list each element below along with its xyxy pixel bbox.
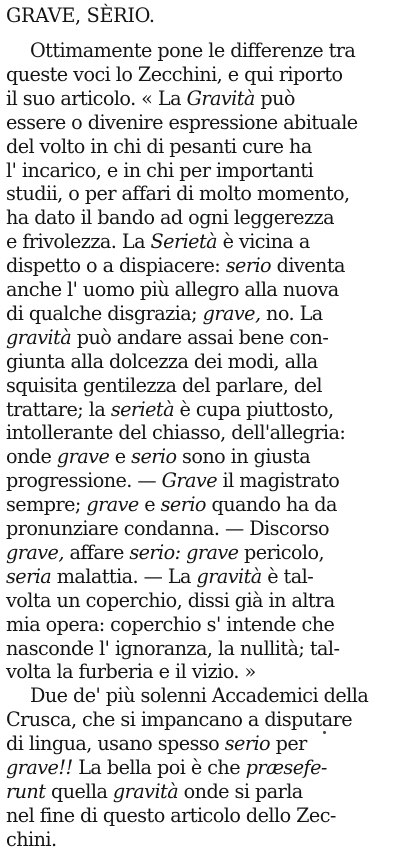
italic-segment: serio (225, 254, 272, 278)
italic-segment: serio: grave (129, 540, 239, 564)
italic-segment: præsefe- (245, 756, 327, 779)
text-segment: studii, o per affari di molto momento, (6, 182, 350, 206)
text-line (6, 469, 339, 493)
text-segment: onde (6, 445, 57, 469)
italic-segment: grave, (6, 540, 64, 564)
italic-segment: Grave (161, 469, 217, 493)
text-segment: diventa (271, 254, 345, 278)
text-line (6, 421, 345, 445)
text-segment: Due de' più solenni Accademici della (30, 684, 369, 708)
text-segment: ha dato il bando ad ogni leggerezza (6, 206, 334, 230)
text-segment: affare (63, 540, 130, 564)
text-segment: La bella poi è che (72, 756, 246, 779)
text-segment: volta la furberia e il vizio. » (6, 660, 256, 684)
italic-segment: gravità (6, 325, 72, 349)
text-segment: il suo articolo. « La (6, 86, 187, 110)
text-line (6, 278, 339, 302)
print-speck (323, 731, 326, 734)
text-line (6, 493, 337, 517)
text-segment: onde si parla (178, 779, 303, 803)
text-line (30, 39, 355, 63)
text-line (6, 135, 312, 159)
text-segment: progressione. — (6, 469, 162, 493)
text-line (6, 756, 327, 780)
text-segment: intollerante del chiasso, dell'allegria: (6, 421, 346, 445)
text-line (6, 302, 323, 326)
text-segment: di qualche disgrazia; (6, 301, 203, 325)
text-line (6, 87, 295, 111)
text-segment: trattare; la (6, 397, 111, 421)
italic-segment: grave (86, 493, 139, 517)
text-segment: essere o divenire espressione abituale (6, 110, 358, 134)
text-line (6, 350, 318, 374)
text-line (6, 589, 335, 613)
text-segment: malattia. — La (51, 564, 197, 588)
text-segment: nel fine di questo articolo dello Zec- (6, 803, 336, 827)
text-segment: è cupa piuttosto, (173, 397, 334, 421)
text-line (6, 159, 313, 183)
text-line (6, 182, 350, 206)
text-line (6, 828, 57, 852)
text-line (6, 708, 352, 732)
italic-segment: grave!! (6, 756, 73, 779)
text-segment: Ottimamente pone le differenze tra (30, 39, 356, 62)
text-line (30, 684, 368, 708)
text-segment: pericolo, (238, 540, 325, 564)
italic-segment: gravità (112, 779, 179, 803)
italic-segment: serio (224, 732, 271, 756)
text-segment: giunta alla dolcezza dei modi, alla (6, 349, 318, 373)
italic-segment: serio (131, 445, 177, 469)
text-segment: e (109, 445, 132, 469)
italic-segment: runt (6, 779, 46, 803)
text-line (6, 637, 339, 661)
italic-segment: Serietà (150, 230, 218, 254)
text-segment: l' incarico, e in chi per importanti (6, 158, 314, 182)
text-segment: pronunziare condanna. — Discorso (6, 517, 330, 540)
text-segment: è vicina a (217, 230, 310, 254)
text-segment: il magistrato (217, 469, 340, 493)
text-segment: squisita gentilezza del parlare, del (6, 373, 322, 397)
text-line (6, 63, 343, 87)
text-line (6, 326, 328, 350)
text-segment: e (138, 493, 161, 517)
italic-segment: Gravità (186, 86, 255, 110)
text-line (6, 206, 334, 230)
text-segment: è tal- (261, 564, 314, 588)
text-line (6, 660, 256, 684)
text-line (6, 254, 345, 278)
text-line (6, 613, 334, 637)
text-segment: chini. (6, 827, 57, 851)
italic-segment: serio (160, 493, 206, 517)
text-segment: del volto in chi di pesanti cure ha (6, 134, 312, 158)
text-segment: nasconde l' ignoranza, la nullità; tal- (6, 636, 340, 660)
text-segment: no. La (260, 301, 323, 325)
italic-segment: grave (56, 445, 110, 469)
text-segment: quando ha da (205, 493, 337, 517)
text-line (6, 732, 307, 756)
text-segment: sono in giusta (176, 445, 311, 469)
text-segment: può (254, 86, 295, 110)
text-segment: volta un coperchio, dissi già in altra (6, 588, 335, 612)
text-segment: può andare assai bene con- (71, 325, 329, 349)
italic-segment: grave, (202, 301, 261, 325)
text-line (6, 780, 303, 804)
italic-segment: serietà (110, 397, 174, 421)
text-segment: mia opera: coperchio s' intende che (6, 612, 335, 636)
text-segment: per (270, 732, 307, 756)
italic-segment: gravità (196, 564, 262, 588)
text-line (6, 565, 313, 589)
text-segment: e frivolezza. La (6, 230, 151, 254)
text-line (6, 230, 310, 254)
text-line (6, 517, 329, 541)
text-segment: Crusca, che si impancano a disputare (6, 708, 353, 732)
italic-segment: seria (6, 564, 52, 588)
text-segment: queste voci lo Zecchini, e qui riporto (6, 62, 343, 86)
text-line (6, 398, 334, 422)
text-segment: quella (45, 779, 113, 803)
text-line (6, 111, 358, 135)
entry-headword: GRAVE, SÈRIO. (6, 4, 155, 27)
text-segment: di lingua, usano spesso (6, 732, 225, 756)
text-segment: sempre; (6, 493, 87, 517)
text-line (6, 541, 324, 565)
text-line (6, 804, 336, 828)
text-line (6, 374, 322, 398)
text-segment: anche l' uomo più allegro alla nuova (6, 278, 339, 301)
text-line (6, 445, 310, 469)
text-segment: dispetto o a dispiacere: (6, 254, 226, 278)
